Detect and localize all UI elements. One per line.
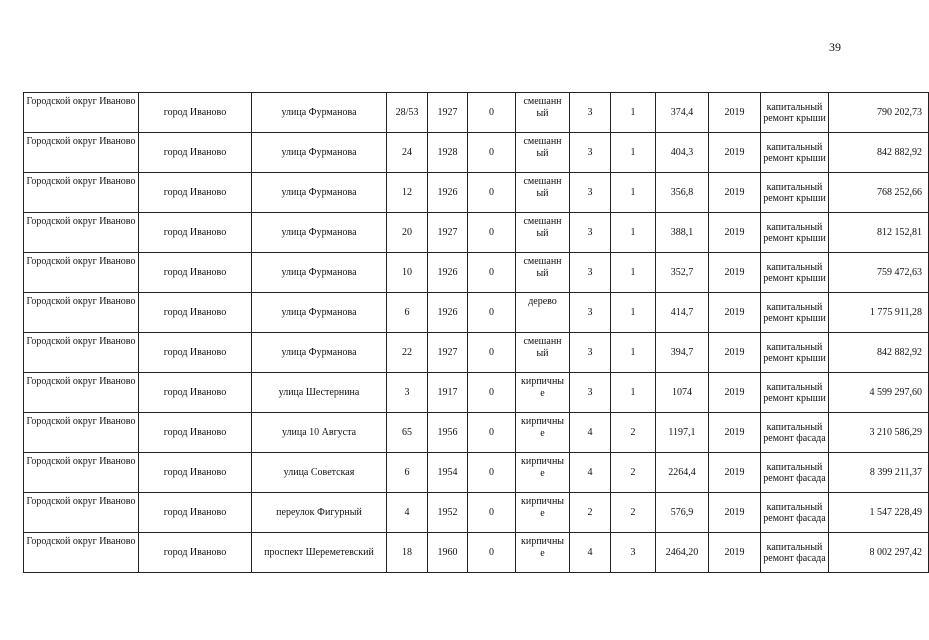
plan-year-cell: 2019 [709,213,761,253]
zero-value-cell: 0 [468,253,516,293]
district-cell: Городской округ Иваново [24,453,139,493]
zero-value-cell: 0 [468,133,516,173]
floors-cell: 3 [570,133,611,173]
table-row [24,413,929,453]
district-cell: Городской округ Иваново [24,333,139,373]
table-row [24,453,929,493]
entrances-cell: 1 [611,213,656,253]
cost-cell: 842 882,92 [829,333,929,373]
plan-year-cell: 2019 [709,413,761,453]
build-year-cell: 1927 [428,93,468,133]
plan-year-cell: 2019 [709,173,761,213]
district-cell: Городской округ Иваново [24,493,139,533]
wall-material-cell: смешанный [516,333,570,373]
zero-value-cell: 0 [468,93,516,133]
build-year-cell: 1954 [428,453,468,493]
work-type-cell: капитальный ремонт крыши [761,333,829,373]
city-cell: город Иваново [139,333,252,373]
zero-value-cell: 0 [468,413,516,453]
city-cell: город Иваново [139,133,252,173]
house-number-cell: 12 [387,173,428,213]
table-row [24,173,929,213]
build-year-cell: 1926 [428,253,468,293]
house-number-cell: 28/53 [387,93,428,133]
entrances-cell: 1 [611,133,656,173]
entrances-cell: 1 [611,253,656,293]
area-cell: 1074 [656,373,709,413]
plan-year-cell: 2019 [709,133,761,173]
house-number-cell: 20 [387,213,428,253]
wall-material-cell: кирпичные [516,533,570,573]
cost-cell: 8 002 297,42 [829,533,929,573]
build-year-cell: 1960 [428,533,468,573]
table-row [24,253,929,293]
house-number-cell: 6 [387,453,428,493]
work-type-cell: капитальный ремонт фасада [761,533,829,573]
floors-cell: 3 [570,213,611,253]
floors-cell: 3 [570,373,611,413]
work-type-cell: капитальный ремонт фасада [761,493,829,533]
city-cell: город Иваново [139,493,252,533]
work-type-cell: капитальный ремонт крыши [761,253,829,293]
entrances-cell: 1 [611,293,656,333]
build-year-cell: 1927 [428,213,468,253]
house-number-cell: 24 [387,133,428,173]
area-cell: 374,4 [656,93,709,133]
housing-repair-table [23,92,929,573]
plan-year-cell: 2019 [709,533,761,573]
area-cell: 352,7 [656,253,709,293]
work-type-cell: капитальный ремонт крыши [761,293,829,333]
area-cell: 414,7 [656,293,709,333]
build-year-cell: 1956 [428,413,468,453]
street-cell: улица Фурманова [252,173,387,213]
work-type-cell: капитальный ремонт крыши [761,93,829,133]
city-cell: город Иваново [139,373,252,413]
street-cell: проспект Шереметевский [252,533,387,573]
street-cell: улица Фурманова [252,133,387,173]
wall-material-cell: смешанный [516,93,570,133]
work-type-cell: капитальный ремонт крыши [761,213,829,253]
work-type-cell: капитальный ремонт крыши [761,173,829,213]
table-row [24,93,929,133]
area-cell: 2264,4 [656,453,709,493]
area-cell: 388,1 [656,213,709,253]
entrances-cell: 1 [611,373,656,413]
district-cell: Городской округ Иваново [24,293,139,333]
street-cell: улица Фурманова [252,93,387,133]
wall-material-cell: кирпичные [516,493,570,533]
zero-value-cell: 0 [468,213,516,253]
plan-year-cell: 2019 [709,333,761,373]
table-row [24,293,929,333]
entrances-cell: 3 [611,533,656,573]
table-row [24,333,929,373]
work-type-cell: капитальный ремонт крыши [761,133,829,173]
floors-cell: 2 [570,493,611,533]
street-cell: улица Советская [252,453,387,493]
build-year-cell: 1917 [428,373,468,413]
area-cell: 394,7 [656,333,709,373]
cost-cell: 8 399 211,37 [829,453,929,493]
district-cell: Городской округ Иваново [24,253,139,293]
street-cell: улица 10 Августа [252,413,387,453]
floors-cell: 3 [570,253,611,293]
house-number-cell: 18 [387,533,428,573]
zero-value-cell: 0 [468,453,516,493]
plan-year-cell: 2019 [709,293,761,333]
city-cell: город Иваново [139,173,252,213]
street-cell: улица Фурманова [252,293,387,333]
city-cell: город Иваново [139,213,252,253]
cost-cell: 1 547 228,49 [829,493,929,533]
city-cell: город Иваново [139,413,252,453]
build-year-cell: 1927 [428,333,468,373]
city-cell: город Иваново [139,293,252,333]
zero-value-cell: 0 [468,373,516,413]
district-cell: Городской округ Иваново [24,133,139,173]
cost-cell: 842 882,92 [829,133,929,173]
district-cell: Городской округ Иваново [24,373,139,413]
zero-value-cell: 0 [468,493,516,533]
wall-material-cell: дерево [516,293,570,333]
area-cell: 2464,20 [656,533,709,573]
house-number-cell: 6 [387,293,428,333]
area-cell: 356,8 [656,173,709,213]
wall-material-cell: кирпичные [516,453,570,493]
cost-cell: 790 202,73 [829,93,929,133]
city-cell: город Иваново [139,453,252,493]
table-row [24,213,929,253]
area-cell: 576,9 [656,493,709,533]
entrances-cell: 1 [611,173,656,213]
wall-material-cell: смешанный [516,173,570,213]
cost-cell: 759 472,63 [829,253,929,293]
build-year-cell: 1952 [428,493,468,533]
work-type-cell: капитальный ремонт крыши [761,373,829,413]
city-cell: город Иваново [139,533,252,573]
floors-cell: 4 [570,533,611,573]
entrances-cell: 2 [611,453,656,493]
table-row [24,533,929,573]
cost-cell: 3 210 586,29 [829,413,929,453]
zero-value-cell: 0 [468,533,516,573]
street-cell: улица Фурманова [252,333,387,373]
zero-value-cell: 0 [468,333,516,373]
house-number-cell: 4 [387,493,428,533]
floors-cell: 3 [570,173,611,213]
zero-value-cell: 0 [468,173,516,213]
street-cell: улица Шестернина [252,373,387,413]
plan-year-cell: 2019 [709,453,761,493]
street-cell: улица Фурманова [252,253,387,293]
street-cell: улица Фурманова [252,213,387,253]
cost-cell: 1 775 911,28 [829,293,929,333]
plan-year-cell: 2019 [709,253,761,293]
cost-cell: 768 252,66 [829,173,929,213]
wall-material-cell: смешанный [516,133,570,173]
floors-cell: 3 [570,293,611,333]
district-cell: Городской округ Иваново [24,413,139,453]
work-type-cell: капитальный ремонт фасада [761,453,829,493]
floors-cell: 3 [570,333,611,373]
house-number-cell: 22 [387,333,428,373]
plan-year-cell: 2019 [709,93,761,133]
page-number: 39 [829,40,841,54]
build-year-cell: 1926 [428,173,468,213]
district-cell: Городской округ Иваново [24,213,139,253]
entrances-cell: 1 [611,93,656,133]
area-cell: 1197,1 [656,413,709,453]
wall-material-cell: кирпичные [516,373,570,413]
city-cell: город Иваново [139,253,252,293]
work-type-cell: капитальный ремонт фасада [761,413,829,453]
house-number-cell: 10 [387,253,428,293]
entrances-cell: 1 [611,333,656,373]
wall-material-cell: кирпичные [516,413,570,453]
district-cell: Городской округ Иваново [24,533,139,573]
city-cell: город Иваново [139,93,252,133]
build-year-cell: 1928 [428,133,468,173]
wall-material-cell: смешанный [516,253,570,293]
table-row [24,133,929,173]
build-year-cell: 1926 [428,293,468,333]
street-cell: переулок Фигурный [252,493,387,533]
cost-cell: 812 152,81 [829,213,929,253]
cost-cell: 4 599 297,60 [829,373,929,413]
table-row [24,373,929,413]
entrances-cell: 2 [611,493,656,533]
plan-year-cell: 2019 [709,493,761,533]
house-number-cell: 65 [387,413,428,453]
floors-cell: 4 [570,413,611,453]
area-cell: 404,3 [656,133,709,173]
plan-year-cell: 2019 [709,373,761,413]
district-cell: Городской округ Иваново [24,93,139,133]
table-row [24,493,929,533]
floors-cell: 4 [570,453,611,493]
house-number-cell: 3 [387,373,428,413]
floors-cell: 3 [570,93,611,133]
wall-material-cell: смешанный [516,213,570,253]
zero-value-cell: 0 [468,293,516,333]
entrances-cell: 2 [611,413,656,453]
table-body [24,93,929,573]
district-cell: Городской округ Иваново [24,173,139,213]
